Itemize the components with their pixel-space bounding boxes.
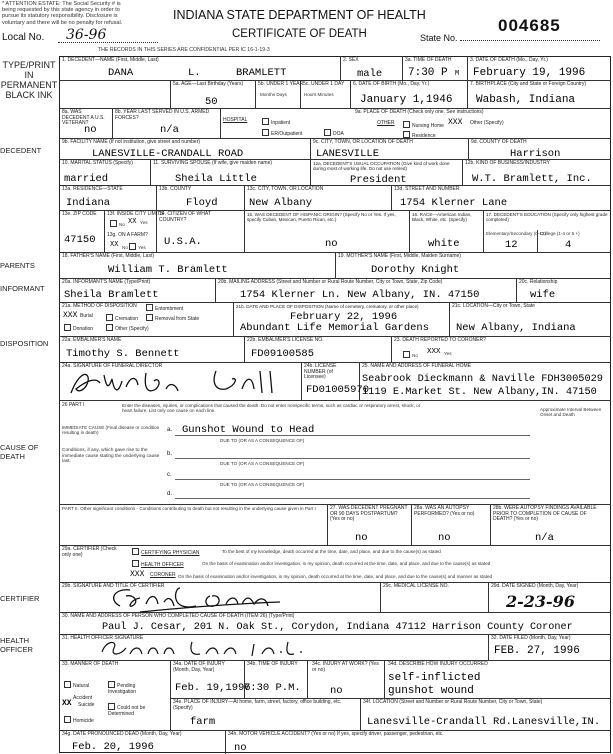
veteran-value: no — [84, 124, 97, 136]
injury-place-value: farm — [190, 716, 216, 728]
rule — [225, 730, 226, 754]
label-f5b: 5b. UNDER 1 YEAR — [258, 81, 304, 87]
state-no-dots — [460, 40, 600, 41]
label-f5a: 5a. AGE—Last Birthday (Years) — [173, 81, 244, 87]
label-f11: 11. SURVIVING SPOUSE (If wife, give maiden name) — [153, 160, 273, 166]
mailing-value: 1754 Klerner Ln. New Albany, IN. 47150 — [240, 289, 480, 301]
rule — [170, 660, 171, 730]
label-f16: 16. RACE—American Indian, Black, White, etc. (Specify) — [412, 212, 472, 223]
option-pending: Pending Investigation — [108, 683, 137, 695]
injury-work-value: no — [330, 685, 343, 697]
label-f34c: 34c. INJURY AT WORK? (Yes or no) — [312, 661, 379, 673]
rule — [156, 185, 157, 210]
label-f12b: 12b. KIND OF BUSINESS/INDUSTRY — [465, 160, 550, 166]
option-removal: Removal from State — [146, 314, 199, 323]
cause-line-d — [175, 498, 530, 499]
motor-vehicle-value: no — [234, 742, 247, 754]
cause-line-b-marker: b. — [167, 451, 173, 457]
funeral-home-line2: 1119 E.Market St. New Albany,IN. 47150 — [362, 386, 597, 398]
rule — [244, 210, 245, 252]
informant-value: Sheila Bramlett — [64, 289, 159, 301]
disp-date: February 22, 1996 — [290, 311, 398, 323]
health-officer-signature — [96, 638, 316, 660]
local-no-label: Local No. — [2, 32, 45, 43]
label-f3a: 3a. TIME OF DEATH — [405, 57, 452, 63]
spouse-value: Sheila Little — [175, 173, 257, 185]
rule — [391, 185, 392, 210]
cause-line-a-marker: a. — [167, 427, 173, 433]
label-months-days: Months Days — [260, 92, 287, 97]
rule — [468, 138, 469, 159]
business-value: W.T. Bramlett, Inc. — [472, 173, 592, 185]
injury-how-line2: gunshot wound — [388, 685, 474, 697]
health-officer-text: On the basis of examination and/or investigation, in my opinion, death occurred at the time, date, and place, and due to the cause(s) as stated — [202, 561, 491, 566]
cause-line-c-marker: c. — [167, 472, 172, 478]
label-f13c: 13c. CITY, TOWN, OR LOCATION — [247, 186, 324, 192]
occupation-value: President — [350, 174, 407, 186]
res-street: 1754 Klerner Lane — [400, 197, 508, 209]
label-f28b: 28b. WERE AUTOPSY FINDINGS AVAILABLE PRIOR TO COMPLETION OF CAUSE OF DEATH? (Yes or no) — [493, 505, 597, 522]
inside-city-no: No — [110, 220, 125, 227]
label-f24b: 24b. LICENSE NUMBER (of Licensee) — [304, 363, 337, 380]
label-f5c: 5c. UNDER 1 DAY — [303, 81, 345, 87]
label-f24a: 24a. SIGNATURE OF FUNERAL DIRECTOR — [62, 363, 163, 369]
label-elementary: Elementary/Secondary (0-12) — [486, 231, 547, 236]
part1-instructions: Enter the diseases, injuries, or complications that caused the death. Do not enter nonspecific terms, such as cardiac or respiratory arrest, shock, or heart failure. List only one cause on each line. — [122, 403, 421, 413]
label-f34g: 34g. DATE PRONOUNCED DEAD (Month, Day, Year) — [62, 731, 182, 737]
option-nursing-home: Nursing Home — [403, 121, 444, 130]
label-f12a: 12a. DECEDENT'S USUAL OCCUPATION (Give kind of work done during most of working life. Do not use retired) — [313, 161, 450, 171]
rule — [59, 336, 611, 337]
cause-line-d-marker: d. — [167, 491, 173, 497]
sidebar-parents: PARENTS — [0, 261, 35, 270]
date-signed-value: 2-23-96 — [506, 592, 575, 611]
rule — [516, 278, 517, 302]
option-homicide: Homicide — [64, 716, 94, 725]
label-f7: 7. BIRTHPLACE (City and State or Foreign Country) — [470, 81, 587, 87]
decedent-first: DANA — [108, 67, 134, 79]
sidebar-type-print: TYPE/PRINT IN PERMANENT BLACK INK — [0, 60, 58, 100]
label-f25: 25. NAME AND ADDRESS OF FUNERAL HOME — [362, 363, 472, 369]
rule — [104, 210, 105, 252]
injury-time-value: 7:30 P.M. — [244, 682, 301, 694]
label-f29b: 29b. SIGNATURE AND TITLE OF CERTIFIER — [62, 583, 165, 589]
facility-value: LANESVILLE-CRANDALL ROAD — [92, 148, 244, 160]
label-other: OTHER — [377, 120, 395, 126]
mother-value: Dorothy Knight — [371, 264, 460, 276]
rule — [59, 545, 611, 546]
rule — [483, 210, 484, 252]
label-f29a: 29a. CERTIFIER (Check only one) — [62, 546, 117, 558]
rule — [112, 108, 113, 138]
label-f29c: 29c. MEDICAL LICENSE NO. — [383, 583, 449, 589]
label-f28a: 28a. WAS AN AUTOPSY PERFORMED? (Yes or no) — [414, 505, 475, 517]
label-f34d: 34d. DESCRIBE HOW INJURY OCCURRED — [388, 661, 488, 667]
confidential-note: THE RECORDS IN THIS SERIES ARE CONFIDENTIAL PER IC 16-1-19-3 — [98, 47, 270, 53]
label-f15: 15. WAS DECEDENT OF HISPANIC ORIGIN? (Specify No or Yes. If yes, specify Cuban, Mexican, Puerto Rican, etc.) — [247, 212, 396, 223]
label-f20a: 20a. INFORMANT'S NAME (Type/Print) — [62, 279, 151, 285]
coroner-text: On the basis of examination and/or investigation, in my opinion, death occurred at the time, date, and place, and due to the cause(s) and manner as stated — [178, 574, 493, 579]
label-f33: 33. MANNER OF DEATH — [62, 661, 119, 667]
check-other: XXX — [448, 118, 463, 127]
form-title: CERTIFICATE OF DEATH — [232, 28, 367, 40]
father-value: William T. Bramlett — [108, 264, 228, 276]
relationship-value: wife — [530, 289, 556, 301]
rule — [380, 582, 381, 612]
label-f13b: 13b. COUNTY — [159, 186, 192, 192]
rule — [340, 56, 341, 80]
option-accident: Accident — [73, 695, 93, 701]
rule — [335, 252, 336, 278]
label-f32: 32. DATE FILED (Month, Day, Year) — [491, 635, 571, 641]
label-f34a: 34a. DATE OF INJURY (Month, Day, Year) — [173, 661, 225, 673]
label-f9b: 9b. FACILITY NAME (If not institution, give street and number) — [62, 139, 201, 145]
label-f22a: 22a. EMBALMER'S NAME — [62, 337, 122, 343]
dob-value: January 1,1946 — [360, 94, 453, 106]
option-suicide: Suicide — [78, 702, 95, 708]
state-no-value: 004685 — [498, 16, 561, 35]
sidebar-cause-of-death: CAUSE OF DEATH — [0, 443, 39, 461]
attention-notice: * ATTENTION ESTATE: The Social Security # is being requested by this state agency in order to pursue its statutory responsibility. Disclosure is voluntary and there will be no penalty for refusal. — [2, 1, 123, 26]
option-er-outpatient: ER/Outpatient — [262, 129, 302, 138]
label-f21b: 21b. DATE AND PLACE OF DISPOSITION (Name of cemetery, crematory, or other place) — [236, 304, 419, 309]
label-hours-minutes: Hours Minutes — [304, 92, 334, 97]
autopsy-value: no — [438, 532, 451, 544]
label-f18: 18. FATHER'S NAME (First, Middle, Last) — [62, 253, 154, 259]
label-f9a: 9a. PLACE OF DEATH (Check only one. See instructions) — [355, 109, 484, 115]
funeral-director-signature — [66, 367, 296, 399]
certifier-signature — [100, 582, 290, 614]
label-f1: 1. DECEDENT—NAME (First, Middle, Last) — [62, 57, 159, 63]
rule — [307, 660, 308, 698]
rule — [301, 362, 302, 400]
option-natural: Natural — [64, 681, 89, 690]
label-f27: 27. WAS DECEDENT PREGNANT OR 90 DAYS POSTPARTUM? (Yes or no) — [330, 505, 408, 522]
rule — [360, 698, 361, 730]
check-suicide: XX — [62, 699, 72, 708]
rule — [150, 159, 151, 185]
rule — [409, 210, 410, 252]
year-served-value: n/a — [160, 124, 179, 136]
inside-city-yes: Yes — [140, 220, 148, 225]
edu-college: 4 — [565, 239, 572, 251]
rule — [467, 56, 468, 108]
label-f21c: 21c. LOCATION—City or Town, State — [452, 303, 535, 309]
label-f29d: 29d. DATE SIGNED (Month, Day, Year) — [491, 583, 579, 589]
label-f30: 30. NAME AND ADDRESS OF PERSON WHO COMPLETED CAUSE OF DEATH (ITEM 26) (Type/Print) — [62, 613, 295, 619]
immediate-cause: Gunshot Wound to Head — [182, 424, 315, 436]
res-city: New Albany — [249, 197, 313, 209]
pregnant-value: no — [355, 532, 368, 544]
rule — [488, 634, 489, 660]
zip-value: 47150 — [64, 234, 96, 246]
label-conditions: Conditions, if any, which gave rise to the immediate cause stating the underlying cause last. — [62, 448, 160, 465]
sex-value: male — [357, 68, 383, 80]
autopsy-findings-value: n/a — [535, 532, 554, 544]
res-county: Floyd — [186, 197, 218, 209]
birthplace-value: Wabash, Indiana — [476, 94, 576, 106]
rule — [233, 302, 234, 336]
option-doa: DOA — [324, 129, 344, 138]
label-part2: PART II. Other significant conditions - Conditions contributing to death but not resulting in the underlying cause given in Part I — [62, 506, 316, 511]
on-farm-no: No Yes — [122, 245, 146, 250]
label-f8b: 8b. YEAR LAST SERVED IN U.S. ARMED FORCES? — [115, 109, 210, 121]
label-f34b: 34b. TIME OF INJURY — [247, 661, 298, 667]
decedent-middle: L. — [188, 67, 201, 79]
injury-how-line1: self-inflicted — [388, 672, 481, 684]
label-f20c: 20c. Relationship — [519, 279, 558, 285]
label-f19: 19. MOTHER'S NAME (First, Middle, Maiden Surname) — [338, 253, 461, 259]
rule — [244, 336, 245, 362]
rule — [462, 159, 463, 185]
edu-elementary: 12 — [505, 239, 518, 251]
label-f9d: 9d. COUNTY OF DEATH — [471, 139, 527, 145]
decedent-last: BRAMLETT — [236, 67, 287, 79]
check-coroner: XXX — [130, 570, 145, 579]
rule — [310, 138, 311, 159]
label-f13f: 13f. INSIDE CITY LIMITS — [107, 211, 164, 217]
rule — [170, 80, 171, 108]
age-value: 50 — [205, 96, 218, 108]
rule — [220, 108, 221, 138]
rule — [215, 278, 216, 302]
agency-title: INDIANA STATE DEPARTMENT OF HEALTH — [173, 8, 426, 22]
rule — [490, 504, 491, 545]
option-health-officer: HEALTH OFFICER — [132, 560, 184, 569]
label-f21a: 21a. METHOD OF DISPOSITION — [62, 303, 137, 309]
cert-physician-text: To the best of my knowledge, death occurred at the time, date, and place, and due to the cause(s) as stated — [222, 549, 441, 554]
local-no-value: 36-96 — [66, 27, 107, 43]
due-to-b: DUE TO (OR AS A CONSEQUENCE OF) — [220, 461, 305, 466]
due-to-c: DUE TO (OR AS A CONSEQUENCE OF) — [220, 482, 305, 487]
time-of-death: 7:30 P — [408, 67, 448, 79]
sidebar-health-officer: HEALTH OFFICER — [0, 636, 33, 654]
marital-value: married — [64, 173, 109, 185]
label-f9c: 9c. CITY, TOWN, OR LOCATION OF DEATH — [313, 139, 413, 145]
res-state: Indiana — [66, 197, 111, 209]
option-other-method: Other (Specify) — [106, 324, 149, 333]
label-f8a: 8a. WAS DECEDENT A U.S. VETERAN? — [62, 109, 105, 126]
rule — [384, 660, 385, 698]
rule — [244, 185, 245, 210]
cause-line-c — [175, 479, 530, 480]
label-f10: 10. MARITAL STATUS (Specify) — [62, 160, 133, 166]
check-burial: XXX — [63, 311, 78, 320]
time-of-death-m: M — [455, 70, 460, 78]
rule — [449, 302, 450, 336]
rule — [402, 56, 403, 80]
rule — [411, 504, 412, 545]
embalmer-value: Timothy S. Bennett — [66, 348, 180, 360]
label-f22b: 22b. EMBALMER'S LICENSE NO. — [247, 337, 324, 343]
label-hospital: HOSPITAL — [223, 117, 248, 123]
label-f2: 2. SEX — [343, 57, 359, 63]
option-cremation: Cremation — [106, 314, 138, 323]
check-inside-city: XX — [128, 218, 137, 226]
due-to-a: DUE TO (OR AS A CONSEQUENCE OF) — [220, 438, 305, 443]
injury-location-value: Lanesville-Crandall Rd.Lanesville,IN. — [367, 716, 601, 728]
label-part1: 26 PART I — [62, 402, 85, 408]
coroner-yes: Yes — [444, 351, 452, 356]
label-f23: 23. DEATH REPORTED TO CORONER? — [394, 337, 486, 343]
race-value: white — [428, 238, 460, 250]
embalmer-license: FD09100585 — [251, 348, 315, 360]
coroner-no: No — [403, 351, 418, 358]
option-inpatient: Inpatient — [262, 118, 290, 127]
hispanic-value: no — [325, 238, 338, 250]
option-entombment: Entombment — [146, 304, 183, 313]
label-f34e: 34e. PLACE OF INJURY—At home, farm, street, factory, office building, etc. (Specify) — [173, 699, 342, 711]
label-f13a: 13a. RESIDENCE—STATE — [62, 186, 123, 192]
label-f34h: 34h. MOTOR VEHICLE ACCIDENT? (Yes or no) If yes, specify driver, passenger, pedestrian, etc. — [228, 731, 444, 737]
label-f13g: 13g. ON A FARM? — [107, 232, 148, 238]
sidebar-decedent: DECEDENT — [0, 146, 42, 155]
label-interval: Approximate Interval Between Onset and Death — [540, 407, 602, 417]
sidebar-informant: INFORMANT — [0, 284, 45, 293]
option-burial: Burial — [80, 313, 93, 319]
city-of-death: LANESVILLE — [316, 148, 380, 160]
label-f20b: 20b. MAILING ADDRESS (Street and Number or Rural Route Number, City or Town, State, Zip Code) — [218, 279, 443, 285]
rule — [327, 504, 328, 545]
cause-line-b — [175, 458, 530, 459]
option-undetermined: Could not be Determined — [108, 705, 146, 717]
label-f13e: 13e. ZIP CODE — [62, 211, 97, 217]
label-f6: 6. DATE OF BIRTH (Mo., Day, Yr.) — [353, 81, 430, 87]
rule — [59, 400, 611, 401]
county-of-death: Harrison — [510, 148, 561, 160]
label-f3d: 3. DATE OF DEATH (Mo., Day, Yr.) — [470, 57, 548, 63]
label-college: College (1-4 or 5 +) — [540, 231, 580, 236]
fd-license: FD01005970 — [306, 384, 370, 396]
date-of-death: February 19, 1996 — [473, 67, 586, 79]
disp-location: New Albany, Indiana — [456, 322, 576, 334]
check-coroner-yes: XXX — [427, 348, 441, 356]
option-other-specify: Other (Specify) — [470, 120, 504, 126]
sidebar-certifier: CERTIFIER — [0, 594, 40, 603]
label-f34f: 34f. LOCATION (Street and Number or Rural Route Number, City or Town, State) — [363, 699, 543, 705]
option-cert-physician: CERTIFYING PHYSICIAN — [132, 548, 200, 557]
rule — [391, 336, 392, 362]
option-coroner: CORONER — [150, 572, 176, 578]
completer-value: Paul J. Cesar, 201 N. Oak St., Corydon, Indiana 47112 Harrison County Coroner — [102, 622, 573, 633]
citizen-value: U.S.A. — [164, 236, 202, 248]
label-f31: 31. HEALTH OFFICER SIGNATURE — [62, 635, 144, 641]
label-immediate: IMMEDIATE CAUSE (Final disease or condition resulting in death) — [62, 425, 160, 435]
date-filed-value: FEB. 27, 1996 — [494, 645, 580, 657]
state-no-label: State No. — [420, 33, 458, 43]
funeral-home-line1: Seabrook Dieckmann & Naville FDH3005029 — [362, 373, 603, 385]
rule — [350, 80, 351, 108]
rule — [255, 80, 256, 108]
label-f14: 14. CITIZEN OF WHAT COUNTRY? — [159, 211, 211, 223]
pronounced-value: Feb. 20, 1996 — [72, 741, 154, 753]
sidebar-disposition: DISPOSITION — [0, 339, 49, 348]
label-f13d: 13d. STREET AND NUMBER — [394, 186, 460, 192]
injury-date-value: Feb. 19,1996 — [175, 682, 251, 694]
local-no-dots — [58, 42, 158, 43]
option-residence: Residence — [403, 131, 436, 140]
cemetery-value: Abundant Life Memorial Gardens — [240, 322, 430, 334]
rule — [488, 582, 489, 612]
check-on-farm: XX — [110, 241, 119, 249]
rule — [310, 159, 311, 185]
option-donation: Donation — [64, 324, 93, 333]
label-f17: 17. DECEDENT'S EDUCATION (Specify only highest grade completed) — [486, 212, 608, 223]
rule — [59, 185, 611, 186]
